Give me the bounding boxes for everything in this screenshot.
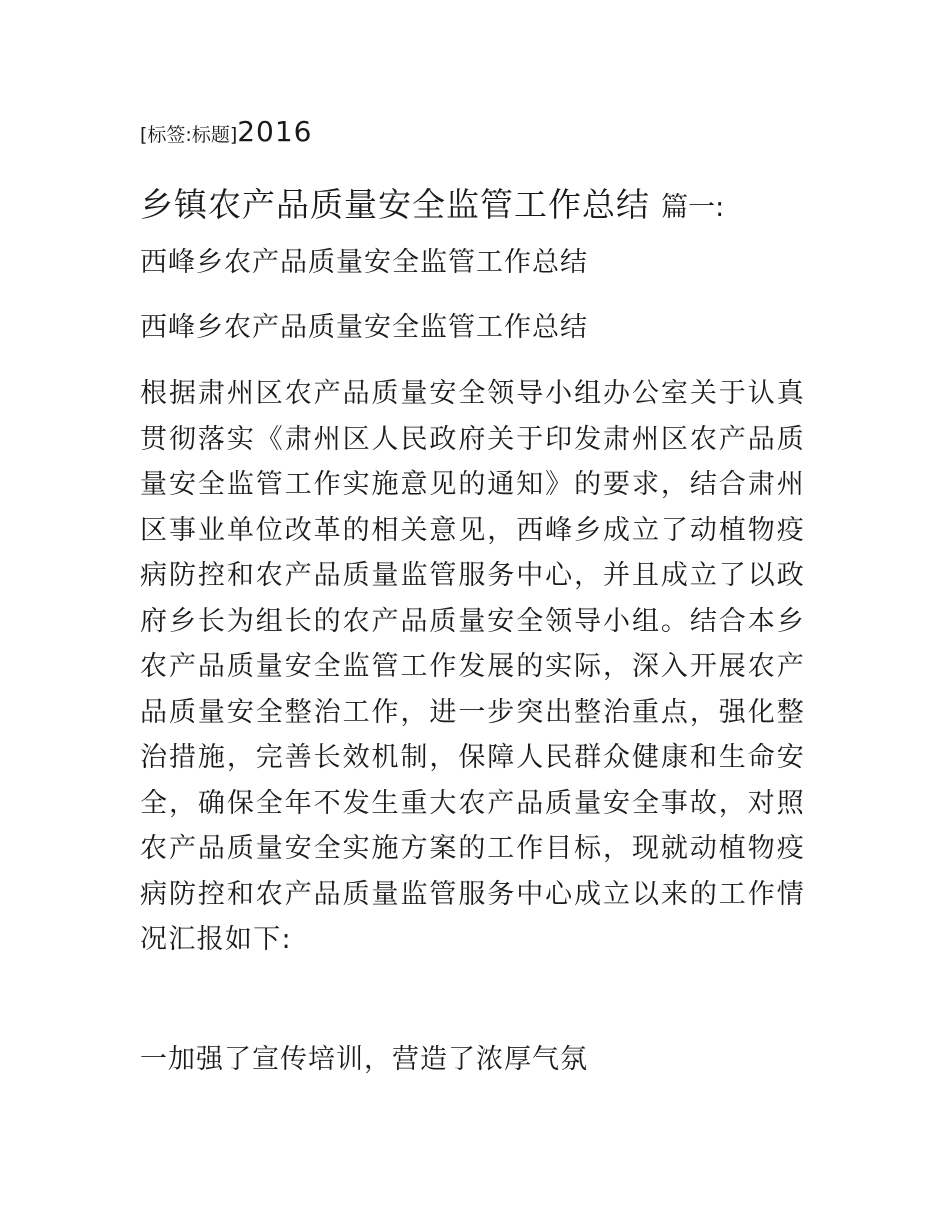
- body-paragraph: 根据肃州区农产品质量安全领导小组办公室关于认真贯彻落实《肃州区人民政府关于印发肃州区农产品质量安全监管工作实施意见的通知》的要求，结合肃州区事业单位改革的相关意见，西峰乡成立了动植物疫病防控和农产品质量监管服务中心，并且成立了以政府乡长为组长的农产品质量安全领导小组。结合本乡农产品质量安全监管工作发展的实际，深入开展农产品质量安全整治工作，进一步突出整治重点，强化整治措施，完善长效机制，保障人民群众健康和生命安全，确保全年不发生重大农产品质量安全事故，对照农产品质量安全实施方案的工作目标，现就动植物疫病防控和农产品质量监管服务中心成立以来的工作情况汇报如下:: [140, 378, 805, 955]
- document-title-suffix: 篇一:: [661, 192, 725, 223]
- document-tag: [标签:标题]: [140, 124, 238, 146]
- document-title: [140, 183, 724, 233]
- section-heading-1: 一加强了宣传培训，营造了浓厚气氛: [140, 1044, 588, 1075]
- tag-line: [140, 112, 313, 156]
- document-title-main: 乡镇农产品质量安全监管工作总结: [140, 185, 650, 224]
- document-year: 2016: [237, 115, 313, 148]
- document-heading: 西峰乡农产品质量安全监管工作总结: [140, 312, 588, 343]
- document-subtitle: 西峰乡农产品质量安全监管工作总结: [140, 247, 588, 278]
